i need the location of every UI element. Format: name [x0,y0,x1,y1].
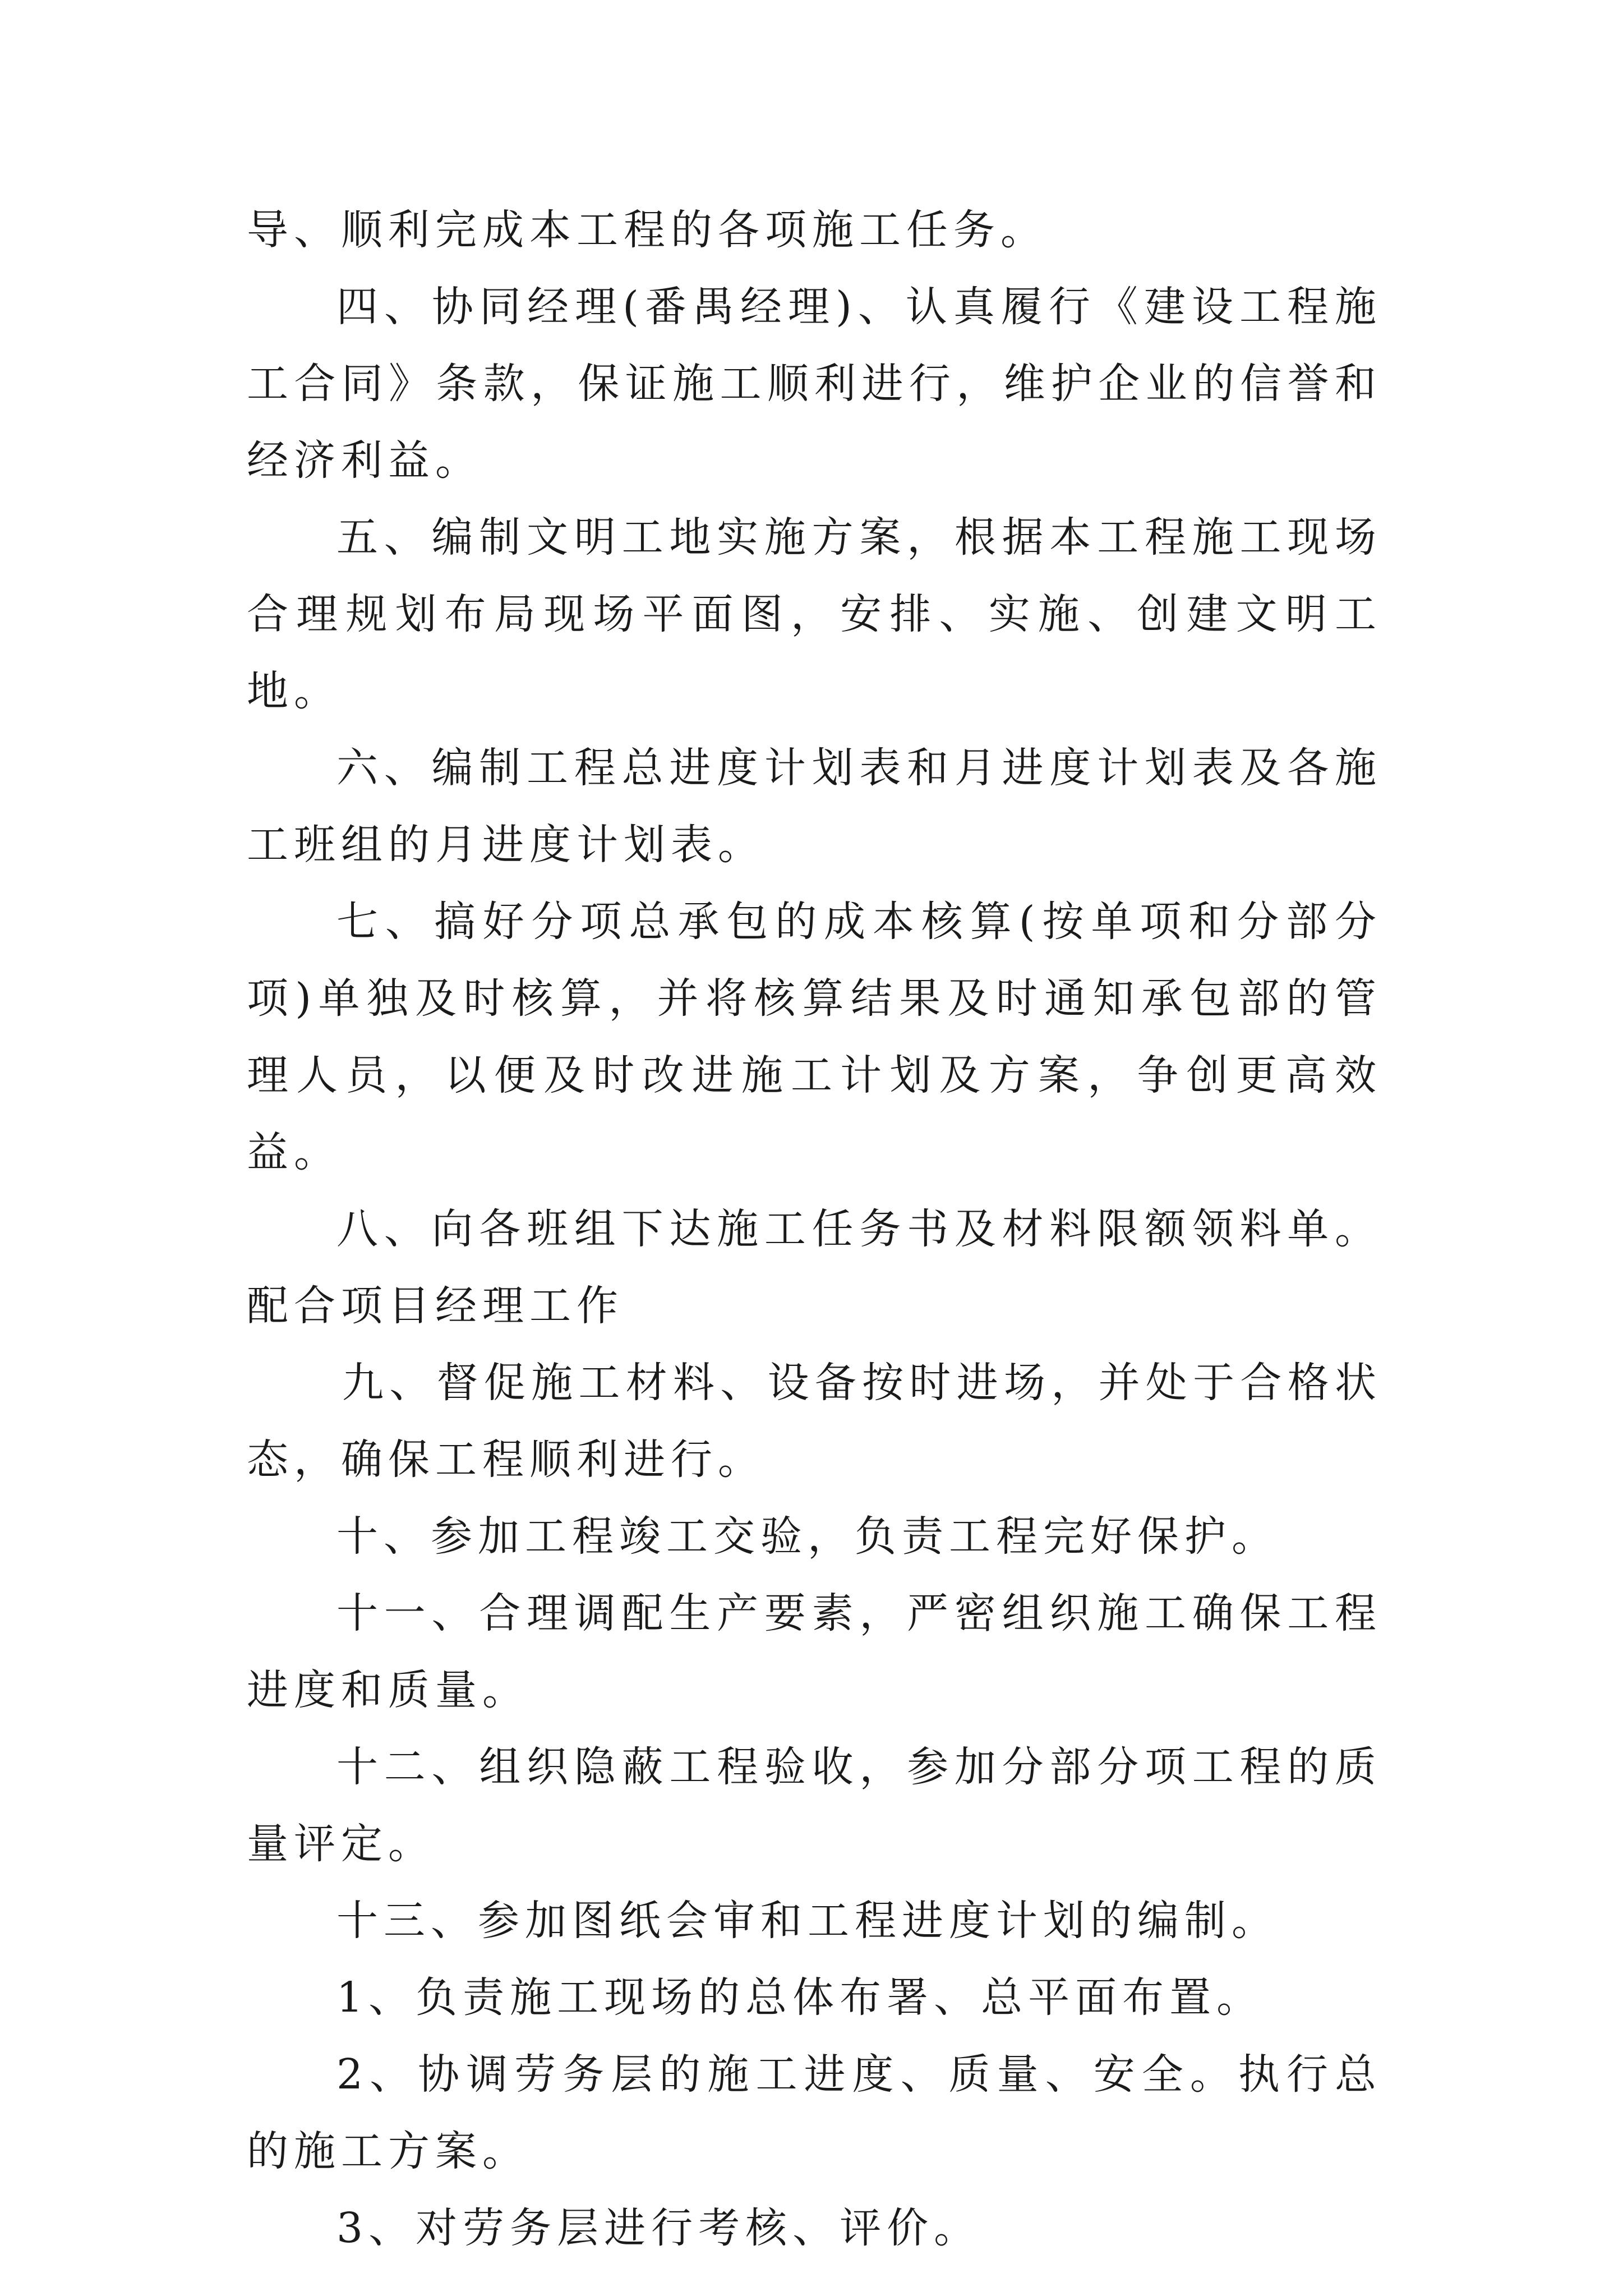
paragraph-item-8: 八、向各班组下达施工任务书及材料限额领料单。配合项目经理工作 [247,1205,1382,1330]
paragraph-subitem-2: 2、协调劳务层的施工进度、质量、安全。执行总的施工方案。 [247,2050,1382,2175]
paragraph-item-12: 十二、组织隐蔽工程验收，参加分部分项工程的质量评定。 [247,1743,1382,1868]
paragraph-item-6: 六、编制工程总进度计划表和月进度计划表及各施工班组的月进度计划表。 [247,744,1382,869]
paragraph-subitem-3: 3、对劳务层进行考核、评价。 [336,2204,981,2252]
paragraph-subitem-1: 1、负责施工现场的总体布署、总平面布置。 [336,1973,1264,2022]
paragraph-continuation: 导、顺利完成本工程的各项施工任务。 [247,206,1048,254]
paragraph-item-7: 七、搞好分项总承包的成本核算(按单项和分部分项)单独及时核算，并将核算结果及时通知承包部的管理人员，以便及时改进施工计划及方案，争创更高效益。 [247,898,1382,1176]
paragraph-item-11: 十一、合理调配生产要素，严密组织施工确保工程进度和质量。 [247,1589,1382,1714]
paragraph-item-10: 十、参加工程竣工交验，负责工程完好保护。 [336,1512,1279,1561]
document-body [247,192,1382,2267]
paragraph-item-4: 四、协同经理(番禺经理)、认真履行《建设工程施工合同》条款，保证施工顺利进行，维护企业的信誉和经济利益。 [247,283,1382,485]
paragraph-item-5: 五、编制文明工地实施方案，根据本工程施工现场合理规划布局现场平面图，安排、实施、创建文明工地。 [247,513,1382,715]
paragraph-item-9: 九、督促施工材料、设备按时进场，并处于合格状态，确保工程顺利进行。 [247,1359,1382,1484]
paragraph-item-13: 十三、参加图纸会审和工程进度计划的编制。 [336,1897,1279,1945]
